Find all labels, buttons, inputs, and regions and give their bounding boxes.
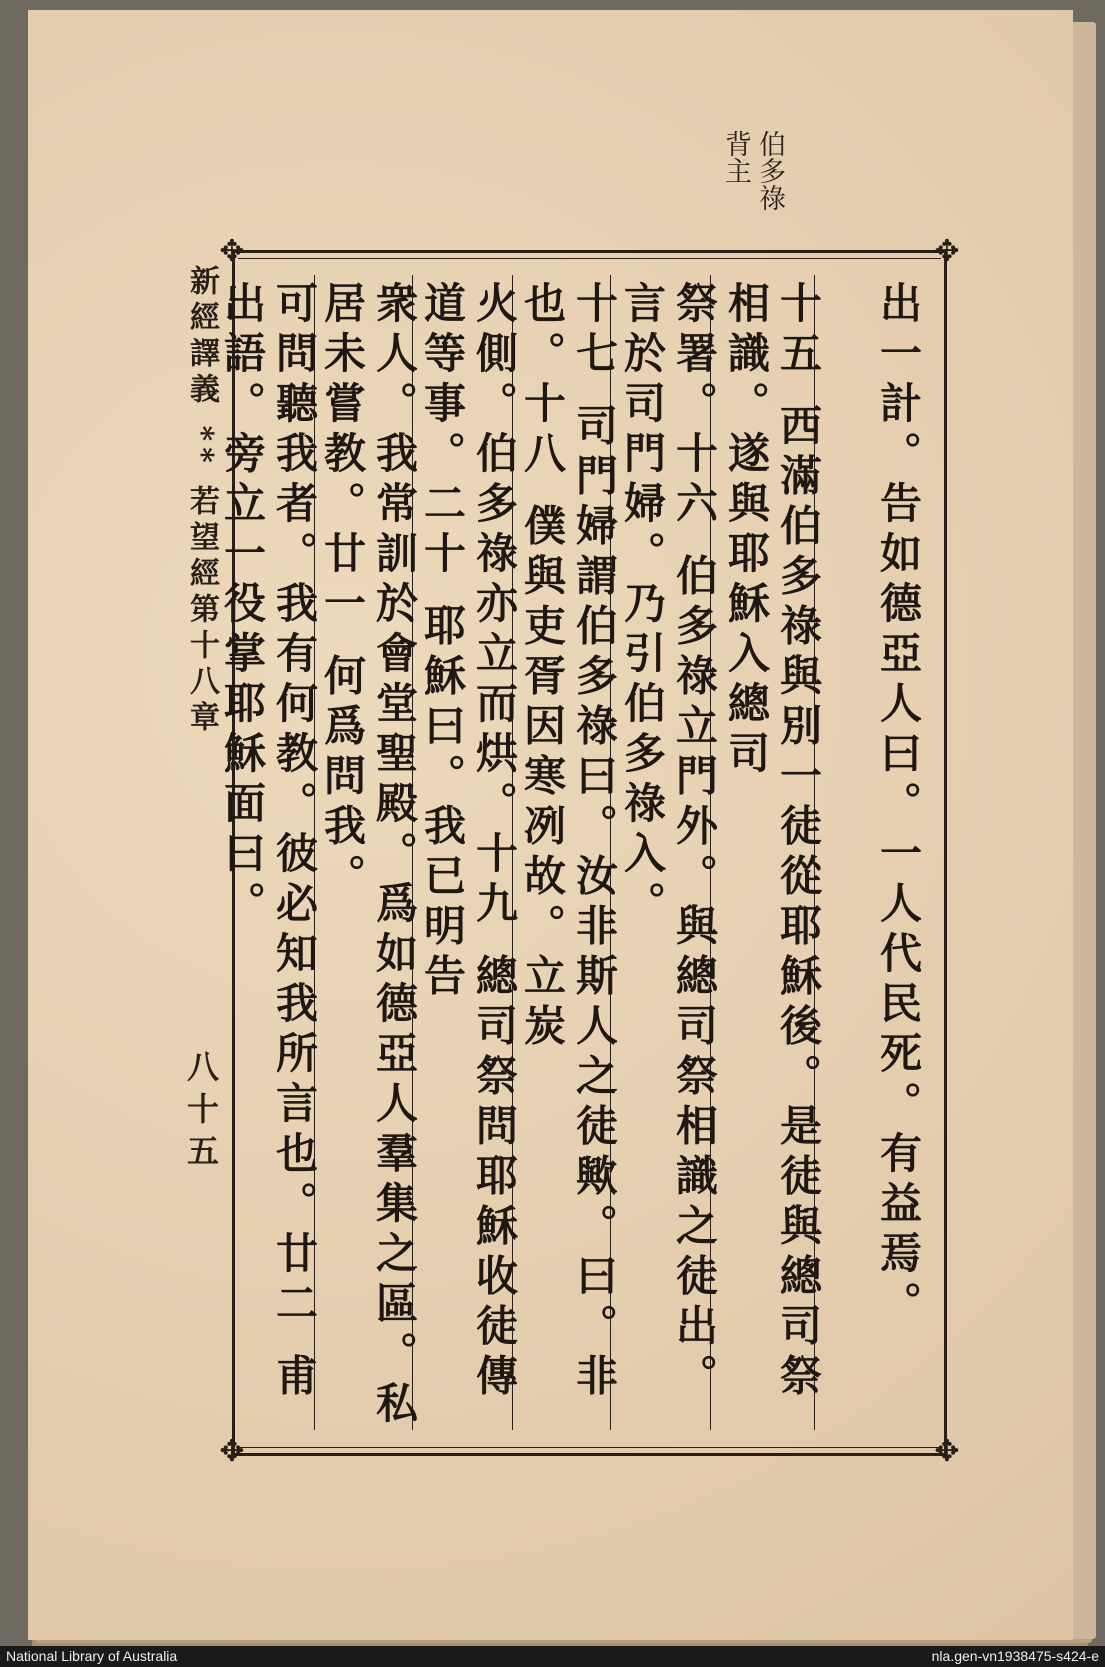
- text-column-5: 火側。伯多祿亦立而烘。十九 總司祭問耶穌收徒傳道等事。二十 耶穌曰。我已明告: [418, 281, 519, 1404]
- cross-ornament-icon: ✥: [934, 234, 960, 269]
- text-column-3: 祭署。十六 伯多祿立門外。與總司祭相識之徒出。言於司門婦。乃引伯多祿入。: [618, 281, 719, 1404]
- cross-ornament-icon: ✥: [219, 234, 245, 269]
- footer-identifier: nla.gen-vn1938475-s424-e: [931, 1648, 1099, 1664]
- margin-note-col-1: 伯多祿: [754, 130, 785, 211]
- text-column-6: 衆人。我常訓於會堂聖殿。爲如德亞人羣集之區。私居未嘗教。廿一 何爲問我。: [318, 281, 419, 1431]
- book-page: [28, 10, 1073, 1640]
- page-number: 八十五: [182, 1050, 220, 1176]
- cross-ornament-icon: ✥: [934, 1434, 960, 1469]
- frame-inner-top: [238, 258, 941, 259]
- running-head: 新經譯義 ** 若望經第十八章: [184, 265, 219, 738]
- cross-ornament-icon: ✥: [219, 1434, 245, 1469]
- frame-inner-bottom: [238, 1447, 941, 1448]
- text-column-1: 出一計。告如德亞人曰。一人代民死。有益焉。: [874, 281, 923, 1331]
- text-column-2: 十五 西滿伯多祿與別一徒從耶穌後。是徒與總司祭相識。遂與耶穌入總司: [722, 281, 823, 1404]
- text-column-4: 十七 司門婦謂伯多祿曰。汝非斯人之徒歟。曰。非也。十八 僕與吏胥因寒冽故。立炭: [518, 281, 619, 1404]
- text-frame: [218, 250, 947, 1456]
- footer-credit: National Library of Australia: [6, 1648, 178, 1664]
- footer-bar: [0, 1646, 1105, 1667]
- text-column-7: 可問聽我者。我有何教。彼必知我所言也。廿二 甫出語。旁立一役掌耶穌面曰。: [218, 281, 319, 1404]
- margin-note-col-2: 背主: [720, 130, 751, 184]
